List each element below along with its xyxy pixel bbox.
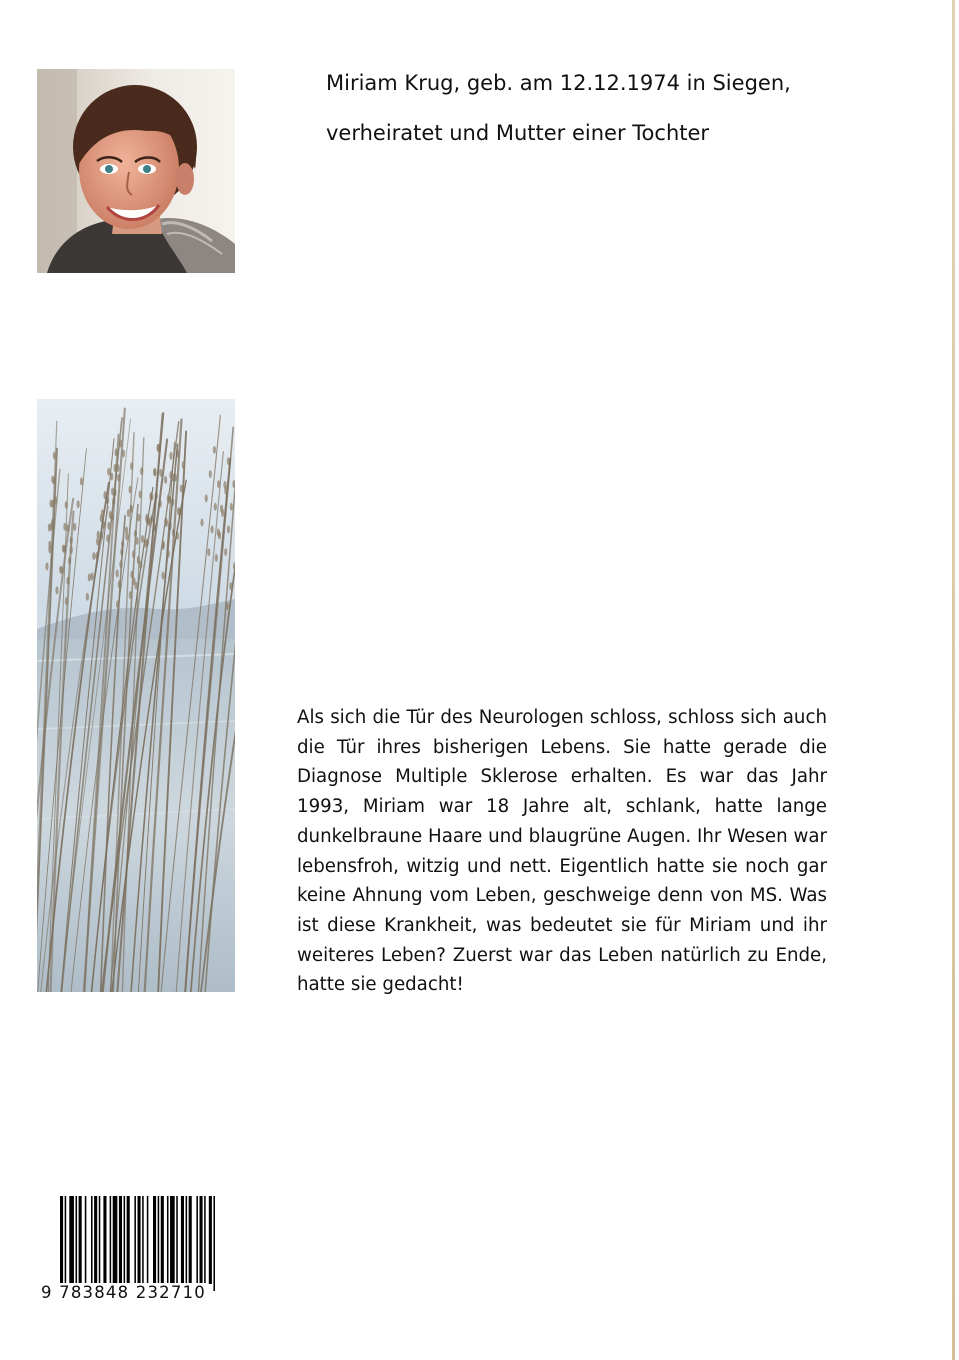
reed-seed: [65, 501, 68, 509]
reed-seed: [50, 500, 53, 508]
barcode-bar: [167, 1196, 169, 1284]
barcode-bar: [124, 1196, 126, 1284]
reed-seed: [215, 554, 218, 562]
reed-seed: [165, 519, 168, 527]
barcode-bar: [213, 1196, 215, 1291]
reed-seed: [205, 494, 208, 502]
barcode-bar: [200, 1196, 203, 1284]
reed-seed: [148, 519, 151, 527]
reed-seed: [132, 550, 135, 558]
reed-seed: [97, 531, 100, 539]
reed-seed: [107, 468, 110, 476]
reed-seed: [116, 570, 119, 578]
barcode-bar: [170, 1196, 175, 1284]
reed-seed: [119, 560, 122, 568]
reed-seed: [63, 523, 66, 531]
reed-seed: [164, 476, 167, 484]
reed-seed: [86, 593, 89, 601]
reed-seed: [153, 468, 156, 476]
barcode-bar: [85, 1196, 87, 1284]
reed-seed: [70, 546, 73, 554]
barcode-bar: [209, 1196, 212, 1284]
barcode-bar: [110, 1196, 112, 1284]
reed-seed: [129, 591, 132, 599]
reed-seed: [48, 524, 51, 532]
barcode-bar: [186, 1196, 188, 1284]
reed-seed: [116, 600, 119, 608]
reed-seed: [101, 509, 104, 517]
author-info: [326, 70, 886, 146]
reed-seed: [88, 574, 91, 582]
reed-seed: [53, 452, 56, 460]
back-cover-blurb: Als sich die Tür des Neurologen schloss, schloss sich auch die Tür ihres bisherigen Lebens. Sie hatte gerade die Diagnose Multiple Sklerose erhalten. Es war das Jahr 1993, Miriam war 18 Jahre alt, schlank, hatte lange dunkelbraune Haare und blaugrüne Augen. Ihr Wesen war lebensfroh, witzig und nett. Eigentlich hatte sie noch gar keine Ahnung vom Leben, geschweige denn von MS. Was ist diese Krankheit, was bedeutet sie für Miriam und ihr weiteres Leben? Zuerst war das Leben natürlich zu Ende, hatte sie gedacht!: [297, 707, 827, 996]
barcode-bar: [99, 1196, 101, 1284]
reed-seed: [207, 548, 210, 556]
author-birth-line: Miriam Krug, geb. am 12.12.1974 in Siegen,: [326, 71, 791, 95]
reed-seed: [55, 586, 58, 594]
reed-seed: [214, 503, 217, 511]
reed-seed: [65, 597, 68, 605]
reed-seed: [168, 496, 171, 504]
reed-seed: [135, 582, 138, 590]
barcode-bar: [76, 1196, 78, 1284]
reed-seed: [224, 487, 227, 495]
reed-seed: [213, 446, 216, 454]
isbn-text: 9 783848 232710: [41, 1283, 206, 1302]
reed-seed: [144, 540, 147, 548]
author-family-line: verheiratet und Mutter einer Tochter: [326, 121, 710, 145]
barcode-bar: [103, 1196, 106, 1284]
reed-seed: [92, 552, 95, 560]
barcode-bar: [119, 1196, 122, 1284]
barcode-bar: [153, 1196, 156, 1284]
reed-seed: [45, 563, 48, 571]
reed-seed: [122, 450, 125, 458]
barcode-bar: [69, 1196, 74, 1284]
reed-seed: [159, 469, 162, 477]
reed-seed: [162, 572, 165, 580]
reed-seed: [80, 477, 83, 485]
reed-seed: [130, 462, 133, 470]
barcode-bar: [142, 1196, 144, 1284]
reed-seed: [77, 500, 80, 508]
barcode-bar: [204, 1196, 206, 1284]
barcode-bar: [91, 1196, 93, 1284]
barcode-bar: [138, 1196, 141, 1291]
reed-seed: [117, 474, 120, 482]
isbn-number: [40, 1283, 235, 1302]
barcode-bar: [113, 1196, 118, 1284]
barcode-bar: [176, 1196, 178, 1284]
reed-seed: [111, 487, 114, 495]
reed-seed: [226, 602, 229, 610]
barcode-bar: [158, 1196, 160, 1284]
reed-seed: [73, 523, 76, 531]
author-photo: [37, 69, 235, 273]
barcode-bar: [147, 1196, 149, 1284]
reed-seed: [218, 532, 221, 540]
reed-seed: [61, 566, 64, 574]
reed-seed: [107, 522, 110, 530]
reed-seed: [118, 580, 121, 588]
barcode-bar: [181, 1196, 184, 1284]
reed-seed: [62, 545, 65, 553]
barcode-bar: [127, 1196, 130, 1284]
barcode-bar: [60, 1196, 63, 1291]
reed-seed: [113, 464, 116, 472]
barcode-bar: [189, 1196, 192, 1284]
reed-seed: [182, 461, 185, 469]
reed-seed: [125, 533, 128, 541]
reed-seed: [227, 525, 230, 533]
reed-seed: [70, 537, 73, 545]
reed-seed: [91, 573, 94, 581]
reeds-lake-photo: [37, 399, 235, 992]
reed-seed: [66, 577, 69, 585]
reed-seed: [139, 561, 142, 569]
reed-seed: [130, 571, 133, 579]
reed-seed: [121, 540, 124, 548]
reed-seed: [224, 548, 227, 556]
reed-seed: [157, 444, 160, 452]
reed-seed: [162, 542, 165, 550]
reed-seed: [127, 509, 130, 517]
reed-seed: [68, 557, 71, 565]
reed-seed: [54, 497, 57, 505]
reed-seed: [141, 535, 144, 543]
reed-seed: [209, 470, 212, 478]
reed-seed: [217, 480, 220, 488]
reed-seed: [51, 476, 54, 484]
reed-seed: [106, 534, 109, 542]
barcode-bar: [94, 1196, 97, 1284]
reed-seed: [150, 493, 153, 501]
barcode-bar: [134, 1196, 136, 1284]
reed-seed: [177, 507, 180, 515]
reed-seed: [119, 440, 122, 448]
reed-seed: [129, 486, 132, 494]
reed-seed: [172, 529, 175, 537]
reed-seed: [229, 582, 232, 590]
reed-seed: [136, 537, 139, 545]
reed-seed: [200, 519, 203, 527]
reed-seed: [167, 550, 170, 558]
barcode-bar: [79, 1196, 82, 1284]
reed-seed: [230, 503, 233, 511]
reed-seed: [139, 490, 142, 498]
barcode-bar: [196, 1196, 198, 1284]
reed-seed: [140, 467, 143, 475]
reed-seed: [180, 485, 183, 493]
reed-seed: [134, 530, 137, 538]
reed-seed: [221, 509, 224, 517]
reed-seed: [66, 524, 69, 532]
reed-seed: [137, 514, 140, 522]
barcode-bar: [65, 1196, 67, 1291]
page-edge: [952, 0, 955, 1360]
barcode-bar: [161, 1196, 164, 1284]
reed-seed: [171, 473, 174, 481]
reed-seed: [109, 511, 112, 519]
reed-seed: [169, 452, 172, 460]
reed-seed: [211, 526, 214, 534]
